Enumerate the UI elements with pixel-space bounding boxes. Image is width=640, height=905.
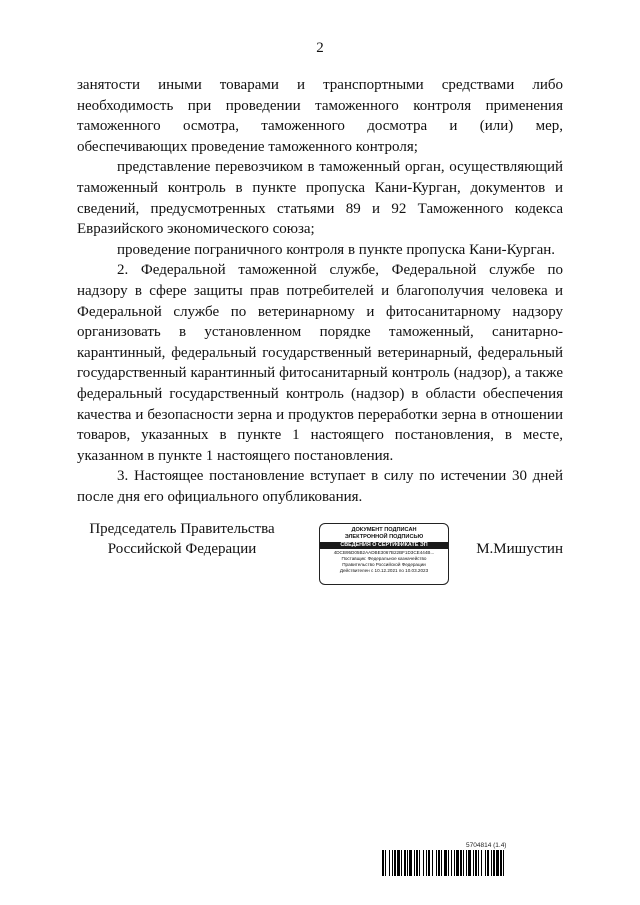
paragraph: проведение пограничного контроля в пункте пропуска Кани-Курган.	[117, 241, 556, 258]
stamp-title-line: ЭЛЕКТРОННОЙ ПОДПИСЬЮ	[344, 534, 424, 540]
paragraph: представление перевозчиком в таможенный орган, осуществляющий таможенный контроль в пункте пропуска Кани-Курган, документов и сведений, предусмотренных статьями 89 и 92 Таможенного кодекса Евразийского экономического союза;	[77, 159, 563, 238]
page-number: 2	[316, 40, 324, 56]
paragraph: занятости иными товарами и транспортными средствами либо необходимость при проведении таможенного контроля применения таможенного осмотра, таможенного досмотра и (или) мер, обеспечивающих проведение таможенного контроля;	[77, 77, 563, 155]
signatory-position-line: Российской Федерации	[107, 541, 257, 557]
stamp-supplier: Поставщик: Федеральное казначейство	[341, 556, 427, 561]
stamp-title-line: ДОКУМЕНТ ПОДПИСАН	[351, 527, 417, 533]
signatory-position-line: Председатель Правительства	[89, 521, 275, 537]
stamp-validity: Действителен с 10.12.2021 по 10.03.2023	[339, 568, 429, 573]
paragraph: 3. Настоящее постановление вступает в силу по истечении 30 дней после дня его официального опубликования.	[77, 468, 563, 505]
paragraph: 2. Федеральной таможенной службе, Федеральной службе по надзору в сфере защиты прав потребителей и благополучия человека и Федеральной службе по ветеринарному и фитосанитарному надзору организовать в установленном порядке таможенный, санитарно-карантинный, федеральный государственный ветеринарный, федеральный государственный карантинный фитосанитарный контроль (надзор), а также федеральный государственный контроль (надзор) в области обеспечения качества и безопасности зерна и продуктов переработки зерна в отношении товаров, указанных в пункте 1 настоящего постановления, в месте, указанном в пункте 1 настоящего постановления.	[77, 262, 563, 464]
document-body	[77, 75, 563, 507]
document-code: 5704814 (1.4)	[466, 842, 507, 849]
barcode-icon	[382, 850, 564, 876]
electronic-signature-stamp	[319, 523, 449, 585]
stamp-owner: Правительство Российской Федерации	[342, 562, 426, 567]
signatory-position	[77, 519, 287, 559]
signer-name: М.Мишустин	[476, 541, 563, 557]
stamp-certificate-header: СВЕДЕНИЯ О СЕРТИФИКАТЕ ЭП	[320, 542, 448, 549]
stamp-certificate-number: 4DCB95D05B2AADBE3067B22BF1D3CE444B...	[333, 550, 435, 555]
